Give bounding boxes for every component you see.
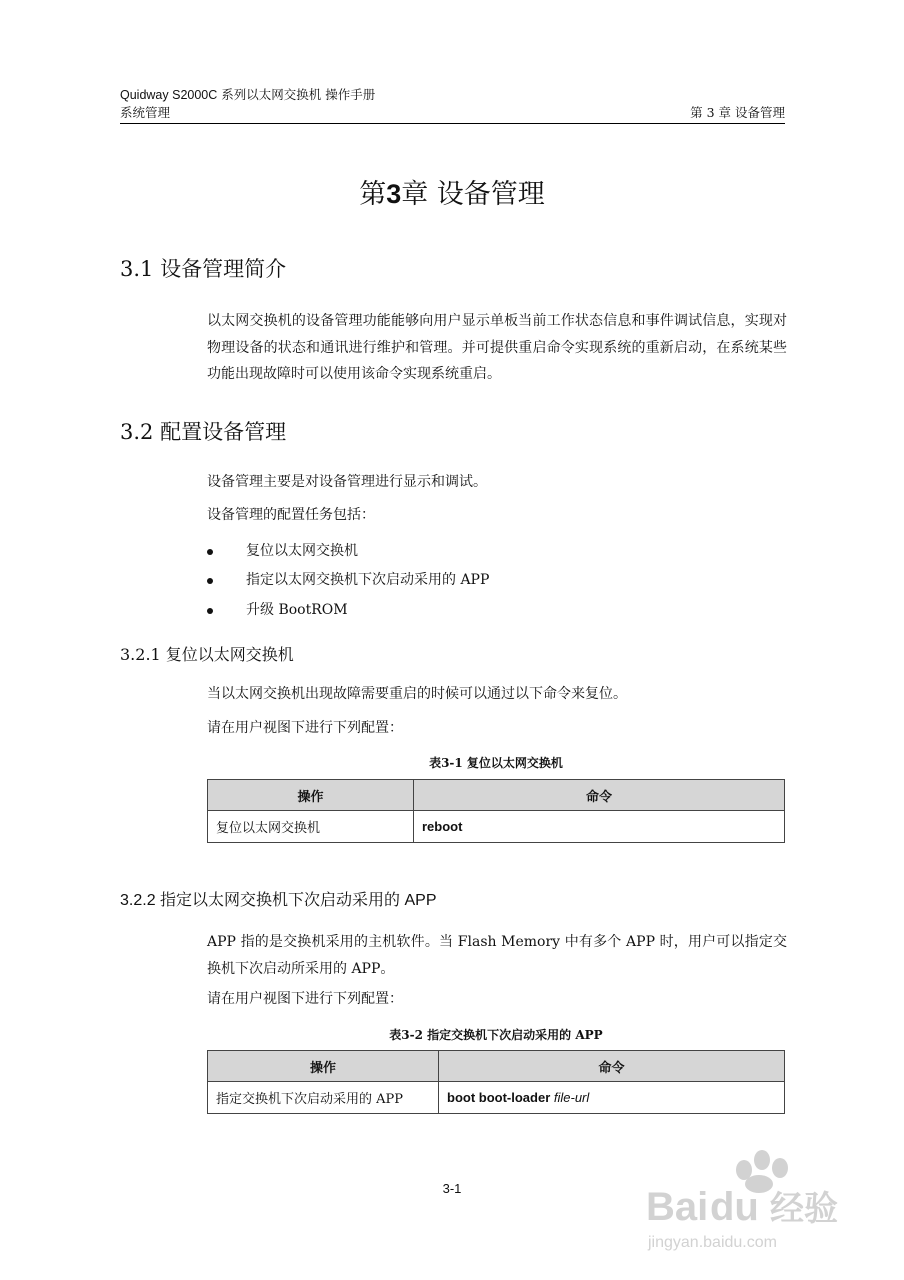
task-list-item: 升级 BootROM bbox=[246, 602, 348, 618]
table-header-row bbox=[208, 1051, 785, 1082]
table-row bbox=[208, 1082, 785, 1114]
table-3-1 bbox=[207, 779, 785, 843]
command-argument: file-url bbox=[553, 1090, 590, 1105]
section-heading-3-1: 3.1 设备管理简介 bbox=[120, 257, 287, 281]
table-header-command: 命令 bbox=[414, 780, 785, 811]
watermark-brand-bai: Bai bbox=[646, 1185, 709, 1229]
running-header-section: 系统管理 bbox=[120, 105, 171, 120]
watermark-brand-jingyan: 经验 bbox=[770, 1190, 838, 1228]
bullet-dot bbox=[207, 578, 213, 584]
chapter-title bbox=[0, 176, 904, 213]
section-3-1-paragraph: 以太网交换机的设备管理功能能够向用户显示单板当前工作状态信息和事件调试信息，实现对物理设备的状态和通讯进行维护和管理。并可提供重启命令实现系统的重新启动，在系统某些功能出现故障时可以使用该命令实现系统重启。 bbox=[207, 313, 787, 382]
chapter-prefix: 第 bbox=[359, 179, 387, 210]
table-header-command: 命令 bbox=[439, 1051, 785, 1082]
table-row bbox=[208, 811, 785, 843]
section-3-2-1-instruction: 请在用户视图下进行下列配置： bbox=[207, 720, 403, 736]
section-3-2-intro: 设备管理主要是对设备管理进行显示和调试。 bbox=[207, 474, 487, 490]
command-keyword: boot boot-loader bbox=[447, 1090, 554, 1105]
task-list-item: 指定以太网交换机下次启动采用的 APP bbox=[246, 572, 490, 588]
watermark-url: jingyan.baidu.com bbox=[648, 1234, 777, 1251]
header-rule bbox=[120, 123, 785, 124]
header-manual-name: 系列以太网交换机 操作手册 bbox=[217, 87, 376, 102]
section-3-2-2-paragraph: APP 指的是交换机采用的主机软件。当 Flash Memory 中有多个 APP 时，用户可以指定交换机下次启动所采用的 APP。 bbox=[207, 934, 787, 977]
section-heading-3-2: 3.2 配置设备管理 bbox=[120, 420, 287, 444]
section-3-2-2-instruction: 请在用户视图下进行下列配置： bbox=[207, 991, 403, 1007]
table-3-1-caption: 表3-1 复位以太网交换机 bbox=[429, 756, 563, 770]
table-cell-command: reboot bbox=[414, 811, 785, 843]
header-product-name: Quidway S2000C bbox=[120, 88, 218, 102]
chapter-suffix: 章 设备管理 bbox=[401, 179, 545, 210]
watermark-brand-du: du bbox=[710, 1185, 759, 1229]
table-cell-command bbox=[439, 1082, 785, 1114]
running-header-title bbox=[120, 87, 375, 103]
chapter-number: 3 bbox=[386, 179, 402, 209]
table-header-operation: 操作 bbox=[208, 1051, 439, 1082]
table-cell-operation: 指定交换机下次启动采用的 APP bbox=[208, 1082, 439, 1114]
table-header-operation: 操作 bbox=[208, 780, 414, 811]
bullet-dot bbox=[207, 549, 213, 555]
section-3-2-1-text: 当以太网交换机出现故障需要重启的时候可以通过以下命令来复位。 bbox=[207, 686, 627, 702]
table-cell-operation: 复位以太网交换机 bbox=[208, 811, 414, 843]
table-header-row bbox=[208, 780, 785, 811]
section-3-2-tasks-intro: 设备管理的配置任务包括： bbox=[207, 507, 375, 523]
page-number: 3-1 bbox=[442, 1181, 462, 1196]
bullet-dot bbox=[207, 608, 213, 614]
baidu-jingyan-watermark bbox=[640, 1140, 860, 1270]
running-header-chapter: 第 3 章 设备管理 bbox=[690, 105, 785, 120]
task-list-item: 复位以太网交换机 bbox=[246, 543, 358, 559]
section-heading-3-2-1: 3.2.1 复位以太网交换机 bbox=[120, 645, 294, 664]
table-3-2 bbox=[207, 1050, 785, 1114]
section-heading-3-2-2: 3.2.2 指定以太网交换机下次启动采用的 APP bbox=[120, 892, 437, 909]
table-3-2-caption: 表3-2 指定交换机下次启动采用的 APP bbox=[389, 1028, 603, 1042]
